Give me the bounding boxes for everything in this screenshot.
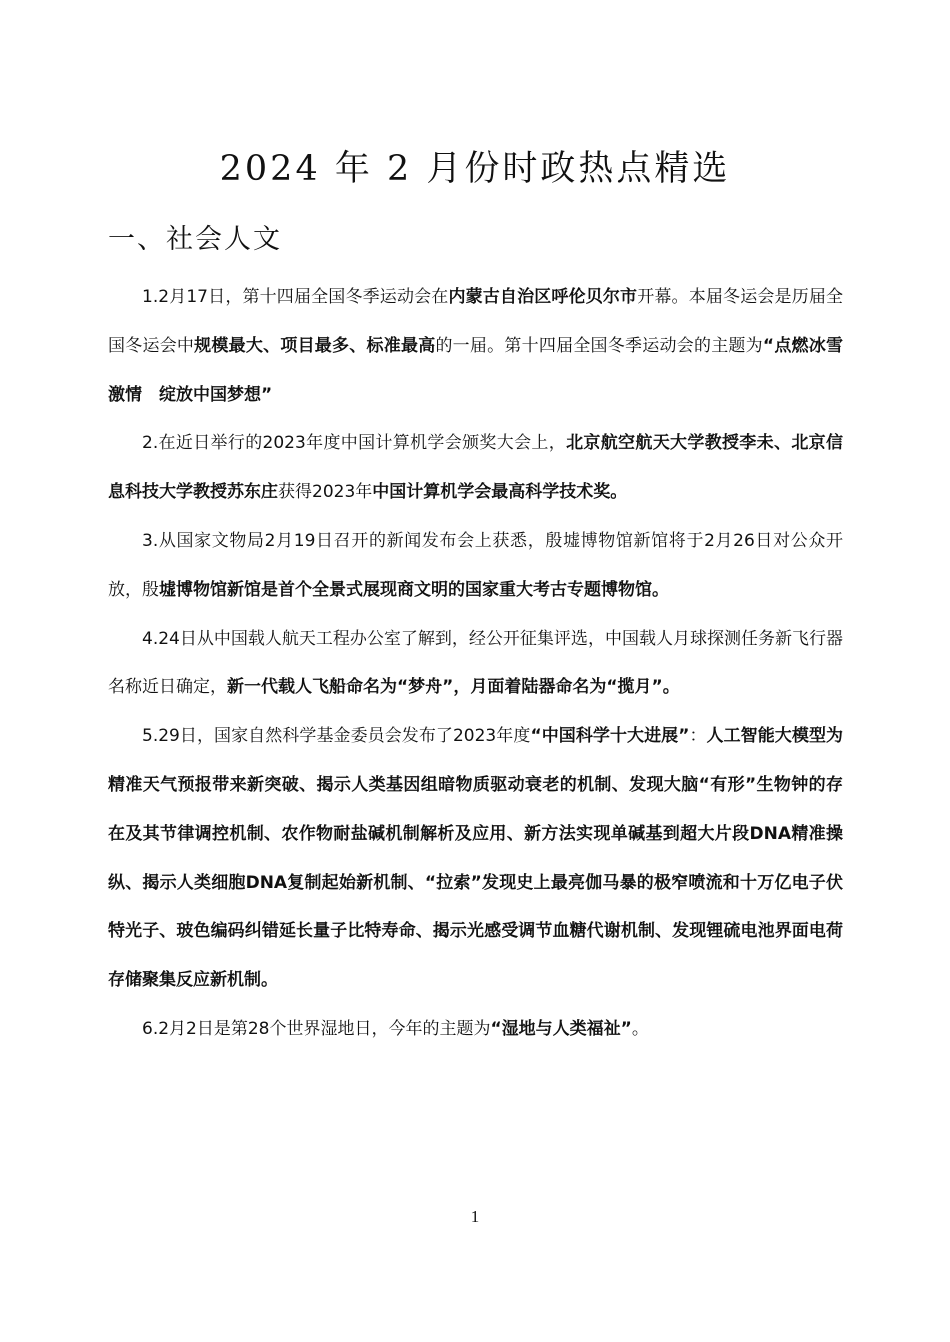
item-emphasis: 人工智能大模型为精准天气预报带来新突破、揭示人类基因组暗物质驱动衰老的机制、发现大脑“有形”生物钟的存在及其节律调控机制、农作物耐盐碱机制解析及应用、新方法实现单碱基到超大片段DNA精准操纵、揭示人类细胞DNA复制起始新机制、“拉索”发现史上最亮伽马暴的极窄喷流和十万亿电子伏特光子、玻色编码纠错延长量子比特寿命、揭示光感受调节血糖代谢机制、发现锂硫电池界面电荷存储聚集反应新机制。 bbox=[108, 726, 844, 991]
item-emphasis: 北京航空航天大学教授李未、北京信息科技大学教授苏东庄 bbox=[108, 433, 844, 503]
news-item-3 bbox=[108, 517, 843, 615]
document-body bbox=[108, 273, 843, 1054]
item-text: 获得2023年 bbox=[278, 482, 373, 503]
item-text: 的一届。第十四届全国冬季运动会的主题为 bbox=[435, 335, 763, 356]
item-emphasis: “点燃冰雪激情 绽放中国梦想” bbox=[108, 335, 844, 405]
item-emphasis: 中国计算机学会最高科学技术奖。 bbox=[372, 482, 628, 503]
item-text: 4.24日从中国载人航天工程办公室了解到，经公开征集评选，中国载人月球探测任务新飞行器名称近日确定， bbox=[108, 628, 843, 698]
news-item-2 bbox=[108, 419, 843, 517]
item-text: 3.从国家文物局2月19日召开的新闻发布会上获悉，殷墟博物馆新馆将于2月26日对公众开放，殷 bbox=[108, 530, 843, 600]
item-emphasis: “中国科学十大进展” bbox=[530, 726, 690, 747]
item-emphasis: 新一代载人飞船命名为“梦舟”，月面着陆器命名为“揽月”。 bbox=[227, 677, 680, 698]
page-number: 1 bbox=[470, 1207, 480, 1226]
item-emphasis: 规模最大、项目最多、标准最高 bbox=[194, 335, 436, 356]
item-emphasis: 内蒙古自治区呼伦贝尔市 bbox=[448, 287, 638, 307]
item-text: 6.2月2日是第28个世界湿地日，今年的主题为 bbox=[142, 1018, 491, 1039]
news-item-5 bbox=[108, 712, 843, 1005]
news-item-4 bbox=[108, 615, 843, 713]
news-item-6 bbox=[108, 1005, 843, 1054]
item-emphasis: “湿地与人类福祉” bbox=[490, 1018, 632, 1039]
item-text: 。 bbox=[631, 1018, 649, 1039]
news-item-1 bbox=[108, 273, 843, 419]
item-text: 1.2月17日，第十四届全国冬季运动会在 bbox=[142, 287, 449, 307]
item-text: 开幕。本届冬运会是历届全国冬运会中 bbox=[108, 287, 844, 356]
item-text: ： bbox=[689, 726, 707, 747]
item-text: 2.在近日举行的2023年度中国计算机学会颁奖大会上， bbox=[142, 433, 567, 454]
item-text: 5.29日，国家自然科学基金委员会发布了2023年度 bbox=[142, 726, 531, 747]
section-heading: 一、社会人文 bbox=[108, 224, 282, 255]
document-title: 2024 年 2 月份时政热点精选 bbox=[219, 149, 731, 189]
item-emphasis: 墟博物馆新馆是首个全景式展现商文明的国家重大考古专题博物馆。 bbox=[159, 579, 669, 600]
